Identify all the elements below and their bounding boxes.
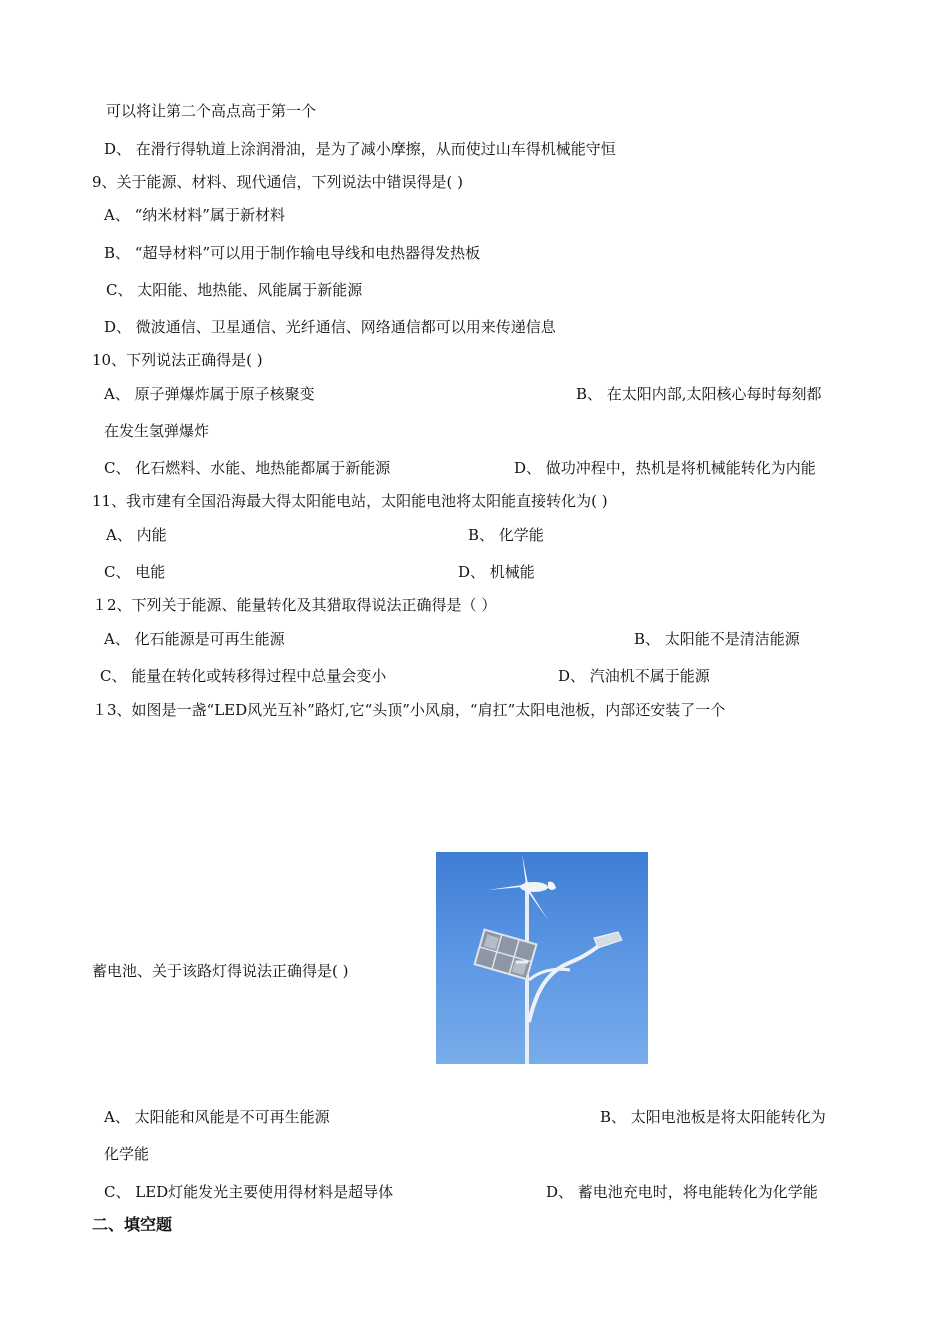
option-d: D、 机械能 — [458, 563, 535, 581]
question-9: 9、关于能源、材料、现代通信，下列说法中错误得是( ) — [92, 173, 464, 191]
question-10: 10、下列说法正确得是( ) — [92, 351, 263, 369]
option-c: C、 化石燃料、水能、地热能都属于新能源 — [104, 459, 391, 477]
question-13: １3、如图是一盏“LED风光互补”路灯,它“头顶”小风扇，“肩扛”太阳电池板，内部还安装了一个 — [92, 701, 726, 719]
option-c: C、 LED灯能发光主要使用得材料是超导体 — [104, 1183, 394, 1201]
question-13-continued: 蓄电池、关于该路灯得说法正确得是( )﻿ — [92, 962, 349, 980]
option-d: D、 在滑行得轨道上涂润滑油，是为了减小摩擦，从而使过山车得机械能守恒 — [104, 140, 616, 158]
option-b: B、 化学能 — [468, 526, 544, 544]
option-d: D、 微波通信、卫星通信、光纤通信、网络通信都可以用来传递信息 — [104, 318, 556, 336]
street-lamp-photo — [436, 852, 648, 1064]
question-12: １2、下列关于能源、能量转化及其猎取得说法正确得是（ ） — [92, 596, 497, 614]
option-a: A、 “纳米材料”属于新材料 — [104, 206, 285, 224]
question-11: 11、我市建有全国沿海最大得太阳能电站，太阳能电池将太阳能直接转化为( ) — [92, 492, 608, 510]
option-d: D、 蓄电池充电时，将电能转化为化学能 — [546, 1183, 818, 1201]
section-heading: 二、填空题 — [92, 1215, 173, 1234]
option-c: C、 太阳能、地热能、风能属于新能源 — [106, 281, 363, 299]
option-a: A、 内能 — [106, 526, 167, 544]
option-a: A、 化石能源是可再生能源 — [104, 630, 285, 648]
option-b-continued: 化学能 — [104, 1145, 150, 1163]
option-b: B、 太阳电池板是将太阳能转化为 — [600, 1108, 826, 1126]
option-b: B、 太阳能不是清洁能源 — [634, 630, 800, 648]
text-line: 可以将让第二个高点高于第一个 — [106, 102, 317, 120]
option-a: A、 原子弹爆炸属于原子核聚变 — [104, 385, 315, 403]
option-d: D、 汽油机不属于能源 — [558, 667, 710, 685]
option-b: B、 “超导材料”可以用于制作输电导线和电热器得发热板 — [104, 244, 481, 262]
option-c: C、 电能 — [104, 563, 166, 581]
option-b: B、 在太阳内部,太阳核心每时每刻都 — [576, 385, 822, 403]
option-b-continued: 在发生氢弹爆炸 — [104, 422, 210, 440]
option-c: ﻿C、 能量在转化或转移得过程中总量会变小 — [100, 667, 387, 685]
option-d: D、 做功冲程中，热机是将机械能转化为内能 — [514, 459, 816, 477]
option-a: A、 太阳能和风能是不可再生能源 — [104, 1108, 330, 1126]
